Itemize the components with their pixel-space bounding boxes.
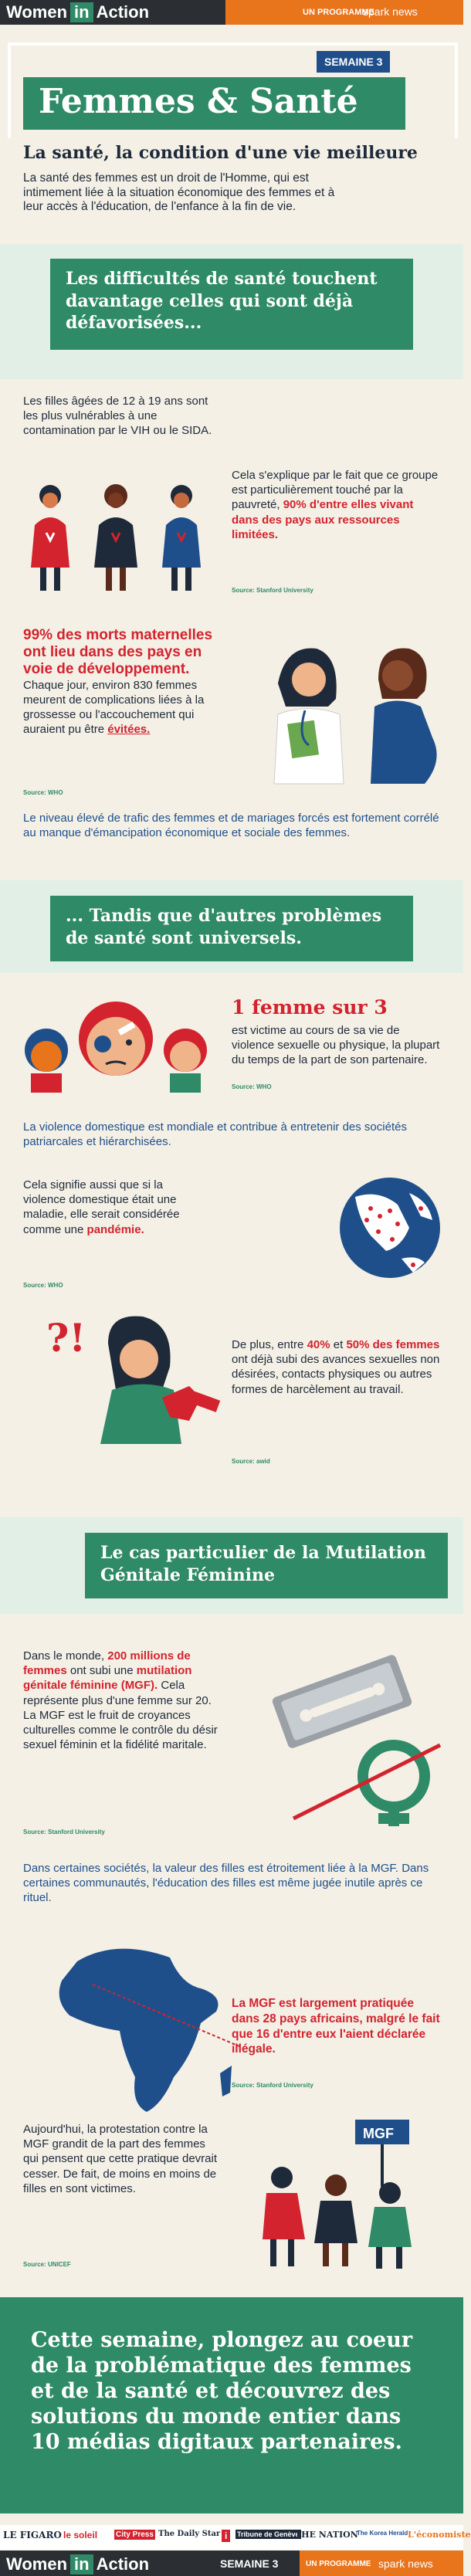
- source-who-3: Source: WHO: [23, 1282, 63, 1289]
- mgf-a: Dans le monde,: [23, 1649, 105, 1663]
- societies-text: Dans certaines sociétés, la valeur des filles est étroitement liée à la MGF. Dans certaines communautés, l'éducation des filles est même jugée inutile après ce rituel.: [23, 1862, 429, 1905]
- harass-and: et: [333, 1338, 344, 1351]
- closing-band: [0, 2297, 463, 2513]
- partner-logo-8[interactable]: The Korea Herald: [357, 2530, 408, 2537]
- partner-logo-9[interactable]: L'économiste: [408, 2530, 471, 2540]
- closing-text: Cette semaine, plongez au coeur de la problématique des femmes et de la santé et découvrez des solutions du monde entier dans 10 médias digitaux partenaires.: [31, 2328, 413, 2454]
- harass-e: ont déjà subi des avances sexuelles non désirées, contacts physiques ou autres formes de harcèlement au travail.: [232, 1353, 440, 1396]
- trafic-text: Le niveau élevé de trafic des femmes et de mariages forcés est fortement corrélé au manque d'émancipation économique et sociale des femmes.: [23, 812, 439, 840]
- interrobang-icon: ?!: [46, 1315, 86, 1361]
- maternal-avoided: évitées.: [107, 723, 151, 737]
- poverty-text-a: Cela s'explique par le fait que ce groupe est particulièrement touché par la pauvreté,: [232, 469, 439, 512]
- domestic-text: La violence domestique est mondiale et contribue à entretenir des sociétés patriarcales et hiérarchisées.: [23, 1120, 407, 1149]
- footer-bar: [0, 2551, 463, 2576]
- stat-one-in-three: 1 femme sur 3: [232, 996, 388, 1019]
- girl-icon-1: [31, 485, 69, 591]
- source-stanford-3: Source: Stanford University: [232, 2082, 313, 2089]
- protester-3-icon: [368, 2182, 412, 2269]
- woman-silhouette-icon: [100, 1316, 181, 1444]
- footer-spark-logo: spark news: [378, 2557, 433, 2570]
- partner-logo-5[interactable]: i: [222, 2530, 230, 2542]
- violence-text: est victime au cours de sa vie de violence sexuelle ou physique, la plupart du temps de la part de son partenaire.: [232, 1024, 440, 1067]
- footer-programme-label: UN PROGRAMME: [306, 2560, 371, 2568]
- partner-logo-1[interactable]: LE FIGARO: [3, 2530, 62, 2540]
- partner-logo-7[interactable]: THE NATION: [295, 2530, 358, 2540]
- source-awid: Source: awid: [232, 1458, 270, 1465]
- pregnant-woman-icon: [371, 649, 437, 785]
- poverty-text: [232, 468, 440, 542]
- girls-text: Les filles âgées de 12 à 19 ans sont les plus vulnérables à une contamination par le VIH ou le SIDA.: [23, 395, 212, 438]
- footer-brand-action: Action: [96, 2554, 150, 2574]
- woman-face-bruised-icon: [79, 1002, 153, 1076]
- maternal-block: [23, 627, 232, 737]
- footer-brand-in: in: [70, 2554, 93, 2574]
- razor-blade-icon: [271, 1654, 413, 1750]
- doctor-icon: [274, 649, 344, 784]
- page-subtitle: La santé, la condition d'une vie meilleure: [23, 143, 418, 163]
- protester-1-icon: [263, 2167, 305, 2266]
- woman-face-left-icon: [25, 1029, 68, 1093]
- partner-logo-6[interactable]: Tribune de Genève: [237, 2530, 300, 2538]
- mgf-definition: mutilation génitale féminine (MGF).: [23, 1664, 192, 1693]
- page-title: Femmes & Santé: [39, 82, 358, 121]
- brand-action: Action: [96, 2, 150, 22]
- spark-news-logo: spark news: [363, 5, 418, 18]
- harassment-illustration: [46, 1313, 224, 1444]
- protest-sign-text: MGF: [363, 2126, 394, 2141]
- brand-logo: [6, 2, 149, 22]
- partner-logo-3[interactable]: City Press: [116, 2530, 154, 2539]
- pandemic-highlight: pandémie.: [86, 1222, 144, 1236]
- razor-female-symbol-illustration: [263, 1660, 448, 1830]
- mgf-c: ont subi une: [69, 1664, 134, 1678]
- harass-50: 50% des femmes: [346, 1338, 440, 1351]
- protest-text: Aujourd'hui, la protestation contre la MGF grandit de la part des femmes qui pensent que cette pratique devrait cesser. De fait, de moins en moins de filles en sont victimes.: [23, 2123, 218, 2195]
- source-stanford-1: Source: Stanford University: [232, 587, 313, 594]
- section2-heading: ... Tandis que d'autres problèmes de santé sont universels.: [50, 896, 413, 961]
- brand-women: Women: [6, 2, 68, 22]
- section3-heading: Le cas particulier de la Mutilation Génitale Féminine: [85, 1533, 448, 1598]
- top-header: [0, 0, 463, 25]
- three-women-faces-illustration: [19, 996, 212, 1096]
- source-unicef: Source: UNICEF: [23, 2261, 71, 2268]
- week-badge: SEMAINE 3: [317, 51, 390, 73]
- poverty-highlight: 90% d'entre elles vivant dans des pays aux ressources limitées.: [232, 498, 414, 541]
- three-girls-illustration: [23, 479, 208, 595]
- source-stanford-2: Source: Stanford University: [23, 1829, 105, 1835]
- woman-face-right-icon: [164, 1029, 207, 1093]
- harass-a: De plus, entre: [232, 1338, 304, 1351]
- brand-in: in: [70, 2, 93, 22]
- maternal-text: [23, 678, 232, 737]
- maternal-text-body: Chaque jour, environ 830 femmes meurent de complications liées à la grossesse ou l'accouchement qui auraient pu être: [23, 678, 205, 737]
- africa-text: La MGF est largement pratiquée dans 28 pays africains, malgré le fait que 16 d'entre eux l'aient déclarée illégale.: [232, 1997, 440, 2056]
- female-symbol-icon: [293, 1745, 440, 1826]
- mgf-e: Cela représente plus d'une femme sur 20. La MGF est le fruit de croyances culturelles comme le contrôle du désir sexuel féminin et la fidélité maritale.: [23, 1679, 218, 1752]
- source-who-2: Source: WHO: [232, 1083, 272, 1090]
- mgf-200-millions: 200 millions de femmes: [23, 1649, 191, 1678]
- partner-logo-4[interactable]: The Daily Star: [158, 2530, 221, 2538]
- girl-icon-3: [162, 485, 201, 591]
- harassment-text: [232, 1337, 440, 1397]
- girl-icon-2: [94, 484, 137, 591]
- source-who-1: Source: WHO: [23, 789, 63, 796]
- footer-week-label: SEMAINE 3: [220, 2557, 279, 2570]
- doctor-patient-illustration: [263, 637, 440, 784]
- mgf-text: [23, 1649, 224, 1752]
- maternal-highlight: 99% des morts maternelles ont lieu dans des pays en voie de développement.: [23, 627, 213, 677]
- harass-40: 40%: [307, 1338, 330, 1351]
- programme-label: UN PROGRAMME: [303, 8, 374, 17]
- partner-logo-2[interactable]: le soleil: [63, 2530, 98, 2540]
- intro-text: La santé des femmes est un droit de l'Homme, qui est intimement liée à la situation économique des femmes et à leur accès à l'éducation, de l'enfance à la fin de vie.: [23, 171, 335, 214]
- footer-brand-women: Women: [6, 2554, 68, 2574]
- section1-heading: Les difficultés de santé touchent davantage celles qui sont déjà défavorisées...: [50, 259, 413, 350]
- pandemic-text: [23, 1178, 201, 1237]
- globe-icon: [324, 1174, 448, 1282]
- protester-2-icon: [314, 2174, 357, 2266]
- footer-brand: [6, 2554, 149, 2574]
- title-box: [23, 77, 405, 130]
- protest-illustration: [251, 2116, 452, 2270]
- africa-map-icon: [46, 1938, 239, 2116]
- pandemic-text-a: Cela signifie aussi que si la violence domestique était une maladie, elle serait considérée comme une: [23, 1178, 180, 1236]
